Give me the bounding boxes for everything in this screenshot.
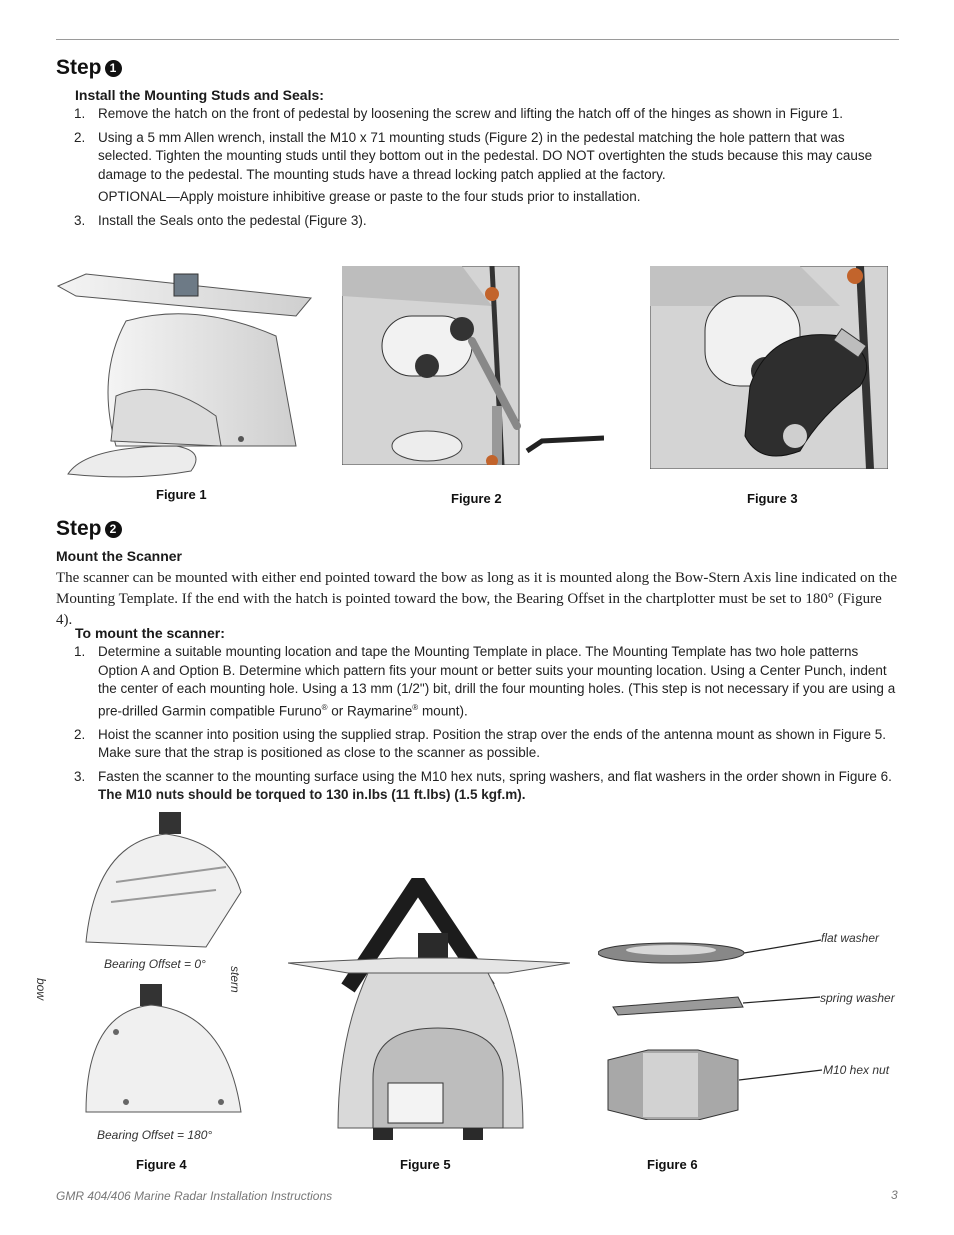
figure-3-illustration xyxy=(650,266,888,469)
figure-2-caption: Figure 2 xyxy=(451,491,502,506)
bow-label: bow xyxy=(34,978,48,1001)
figure-4-illustration xyxy=(56,812,256,1147)
step2-heading-text: Step xyxy=(56,517,102,540)
list-item: 2. Using a 5 mm Allen wrench, install the M10 x 71 mounting studs (Figure 2) in the pedestal matching the hole pattern that was selected. Tighten the mounting studs until they bottom out in the pedestal. DO NOT overtighten the studs because this may cause damage to the pedestal. The mounting studs have a thread locking patch applied at the factory. OPTIONAL—Apply moisture inhibitive grease or paste to the four studs prior to installation. xyxy=(56,129,901,207)
step1-heading xyxy=(56,56,122,80)
figure-5-illustration xyxy=(288,878,570,1140)
figure-1-caption: Figure 1 xyxy=(156,487,207,502)
step2-intro: The scanner can be mounted with either end pointed toward the bow as long as it is mounted along the Bow-Stern Axis line indicated on the Mounting Template. If the end with the hatch is pointed toward the bow, the Bearing Offset in the chartplotter must be set to 180° (Figure 4). xyxy=(56,570,898,628)
figure-3-caption: Figure 3 xyxy=(747,491,798,506)
step2-number: 2 xyxy=(105,521,122,538)
list-item: 1. Remove the hatch on the front of pedestal by loosening the screw and lifting the hatch off of the hinges as shown in Figure 1. xyxy=(74,106,843,121)
list-item: 3. Fasten the scanner to the mounting surface using the M10 hex nuts, spring washers, and flat washers in the order shown in Figure 6. The M10 nuts should be torqued to 130 in.lbs (11 ft.lbs) (1.5 kgf.m). xyxy=(74,768,892,802)
bearing-offset-180-label: Bearing Offset = 180° xyxy=(97,1128,213,1142)
step2-subtitle: Mount the Scanner xyxy=(56,548,183,564)
bearing-offset-0-label: Bearing Offset = 0° xyxy=(104,957,206,971)
figure-4-caption: Figure 4 xyxy=(136,1157,187,1172)
torque-note: The M10 nuts should be torqued to 130 in.lbs (11 ft.lbs) (1.5 kgf.m). xyxy=(98,787,526,802)
hex-nut-label: M10 hex nut xyxy=(823,1063,890,1077)
optional-note: OPTIONAL—Apply moisture inhibitive grease or paste to the four studs prior to installation. xyxy=(98,189,641,204)
figure-5-caption: Figure 5 xyxy=(400,1157,451,1172)
step2-list xyxy=(56,643,901,810)
top-rule xyxy=(56,39,899,40)
step2-subtitle2: To mount the scanner: xyxy=(75,625,225,641)
figure-6-illustration xyxy=(598,935,823,1120)
step1-list xyxy=(56,105,901,235)
step1-number: 1 xyxy=(105,60,122,77)
figure-2-illustration xyxy=(342,266,519,465)
list-item: 3. Install the Seals onto the pedestal (Figure 3). xyxy=(74,212,367,228)
figure-1-illustration xyxy=(56,266,314,486)
footer-title: GMR 404/406 Marine Radar Installation Instructions xyxy=(56,1189,333,1203)
step1-heading-text: Step xyxy=(56,56,102,79)
step2-heading xyxy=(56,517,122,541)
page-number: 3 xyxy=(891,1188,898,1202)
list-item: 2. Hoist the scanner into position using the supplied strap. Position the strap over the ends of the antenna mount as shown in Figure 5. Make sure that the strap is positioned as close to the scanner as possible. xyxy=(74,726,886,760)
step1-subtitle: Install the Mounting Studs and Seals: xyxy=(75,87,324,103)
stern-label: stern xyxy=(228,966,242,993)
flat-washer-label: flat washer xyxy=(821,931,880,945)
spring-washer-label: spring washer xyxy=(820,991,895,1005)
figure-6-caption: Figure 6 xyxy=(647,1157,698,1172)
list-item: 1. Determine a suitable mounting location and tape the Mounting Template in place. The Mounting Template has two hole patterns Option A and Option B. Determine which pattern fits your mount or better suits your mounting location. Using a Center Punch, indent the center of each mounting hole. Using a 13 mm (1/2") bit, drill the four mounting holes. (This step is not necessary if you are using a pre-drilled Garmin compatible Furuno® or Raymarine® mount). xyxy=(74,644,896,718)
